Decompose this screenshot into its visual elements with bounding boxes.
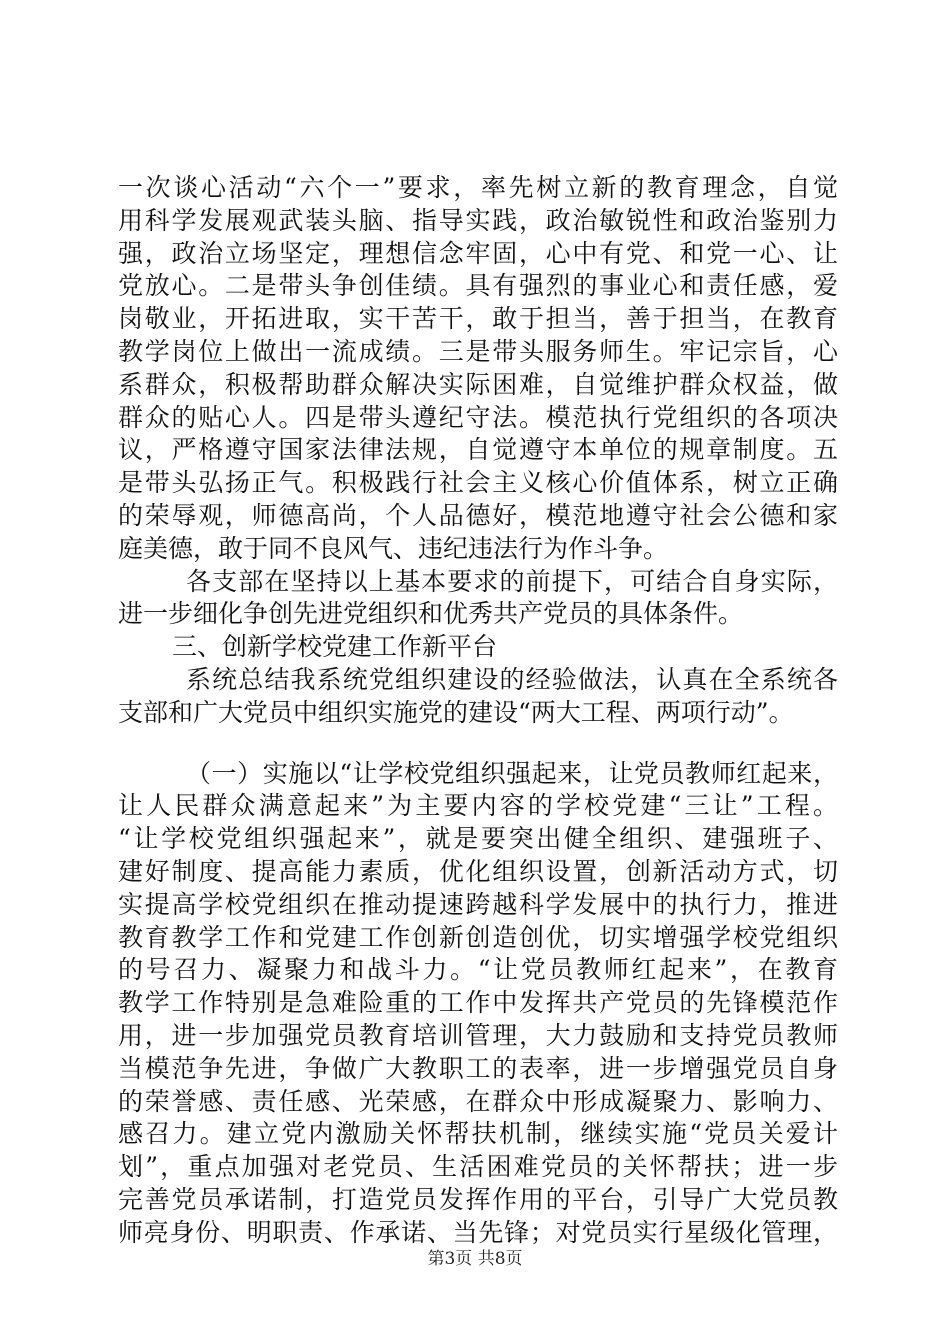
text-line: 用，进一步加强党员教育培训管理，大力鼓励和支持党员教师 xyxy=(118,1020,838,1050)
text-line: 完善党员承诺制，打造党员发挥作用的平台，引导广大党员教 xyxy=(118,1184,838,1214)
text-line: 用科学发展观武装头脑、指导实践，政治敏锐性和政治鉴别力 xyxy=(118,205,838,235)
text-line: 是带头弘扬正气。积极践行社会主义核心价值体系，树立正确 xyxy=(118,468,838,498)
text-line: 让人民群众满意起来”为主要内容的学校党建“三让”工程。 xyxy=(118,791,838,821)
text-line: 建好制度、提高能力素质，优化组织设置，创新活动方式，切 xyxy=(118,856,838,886)
text-line: 感召力。建立党内激励关怀帮扶机制，继续实施“党员关爱计 xyxy=(118,1119,838,1149)
paragraph-gap xyxy=(118,730,838,758)
text-line: 党放心。二是带头争创佳绩。具有强烈的事业心和责任感，爱 xyxy=(118,271,838,301)
text-line: 岗敬业，开拓进取，实干苦干，敢于担当，善于担当，在教育 xyxy=(118,304,838,334)
text-line: 进一步细化争创先进党组织和优秀共产党员的具体条件。 xyxy=(118,599,744,629)
text-line: 庭美德，敢于同不良风气、违纪违法行为作斗争。 xyxy=(118,533,669,563)
text-line: 系群众，积极帮助群众解决实际困难，自觉维护群众权益，做 xyxy=(118,369,838,399)
text-line: “让学校党组织强起来”，就是要突出健全组织、建强班子、 xyxy=(118,824,838,854)
text-line: 的号召力、凝聚力和战斗力。“让党员教师红起来”，在教育 xyxy=(118,955,838,985)
text-line: 划”，重点加强对老党员、生活困难党员的关怀帮扶；进一步 xyxy=(118,1152,838,1182)
paragraph-first-line: 各支部在坚持以上基本要求的前提下，可结合自身实际， xyxy=(186,566,838,596)
page-footer: 第3页 共8页 xyxy=(427,1249,523,1269)
text-line: 的荣辱观，师德高尚，个人品德好，模范地遵守社会公德和家 xyxy=(118,500,838,530)
text-line: 强，政治立场坚定，理想信念牢固，心中有党、和党一心、让 xyxy=(118,238,838,268)
text-line: 一次谈心活动“六个一”要求，率先树立新的教育理念，自觉 xyxy=(118,173,838,202)
text-line: 教学工作特别是急难险重的工作中发挥共产党员的先锋模范作 xyxy=(118,988,838,1018)
text-line: 当模范争先进，争做广大教职工的表率，进一步增强党员自身 xyxy=(118,1053,838,1083)
text-line: 群众的贴心人。四是带头遵纪守法。模范执行党组织的各项决 xyxy=(118,402,838,432)
body-text xyxy=(118,172,838,1250)
paragraph-first-line: 系统总结我系统党组织建设的经验做法，认真在全系统各 xyxy=(186,664,838,694)
section-heading: 三、创新学校党建工作新平台 xyxy=(172,632,498,662)
text-line: 的荣誉感、责任感、光荣感，在群众中形成凝聚力、影响力、 xyxy=(118,1086,838,1116)
text-line: 教学岗位上做出一流成绩。三是带头服务师生。牢记宗旨，心 xyxy=(118,336,838,366)
paragraph-first-line: （一）实施以“让学校党组织强起来，让党员教师红起来， xyxy=(186,758,838,788)
text-line: 支部和广大党员中组织实施党的建设“两大工程、两项行动”。 xyxy=(118,697,794,727)
text-line: 实提高学校党组织在推动提速跨越科学发展中的执行力，推进 xyxy=(118,889,838,919)
text-line: 师亮身份、明职责、作承诺、当先锋；对党员实行星级化管理， xyxy=(118,1217,838,1247)
text-line: 议，严格遵守国家法律法规，自觉遵守本单位的规章制度。五 xyxy=(118,435,838,465)
text-line: 教育教学工作和党建工作创新创造创优，切实增强学校党组织 xyxy=(118,922,838,952)
